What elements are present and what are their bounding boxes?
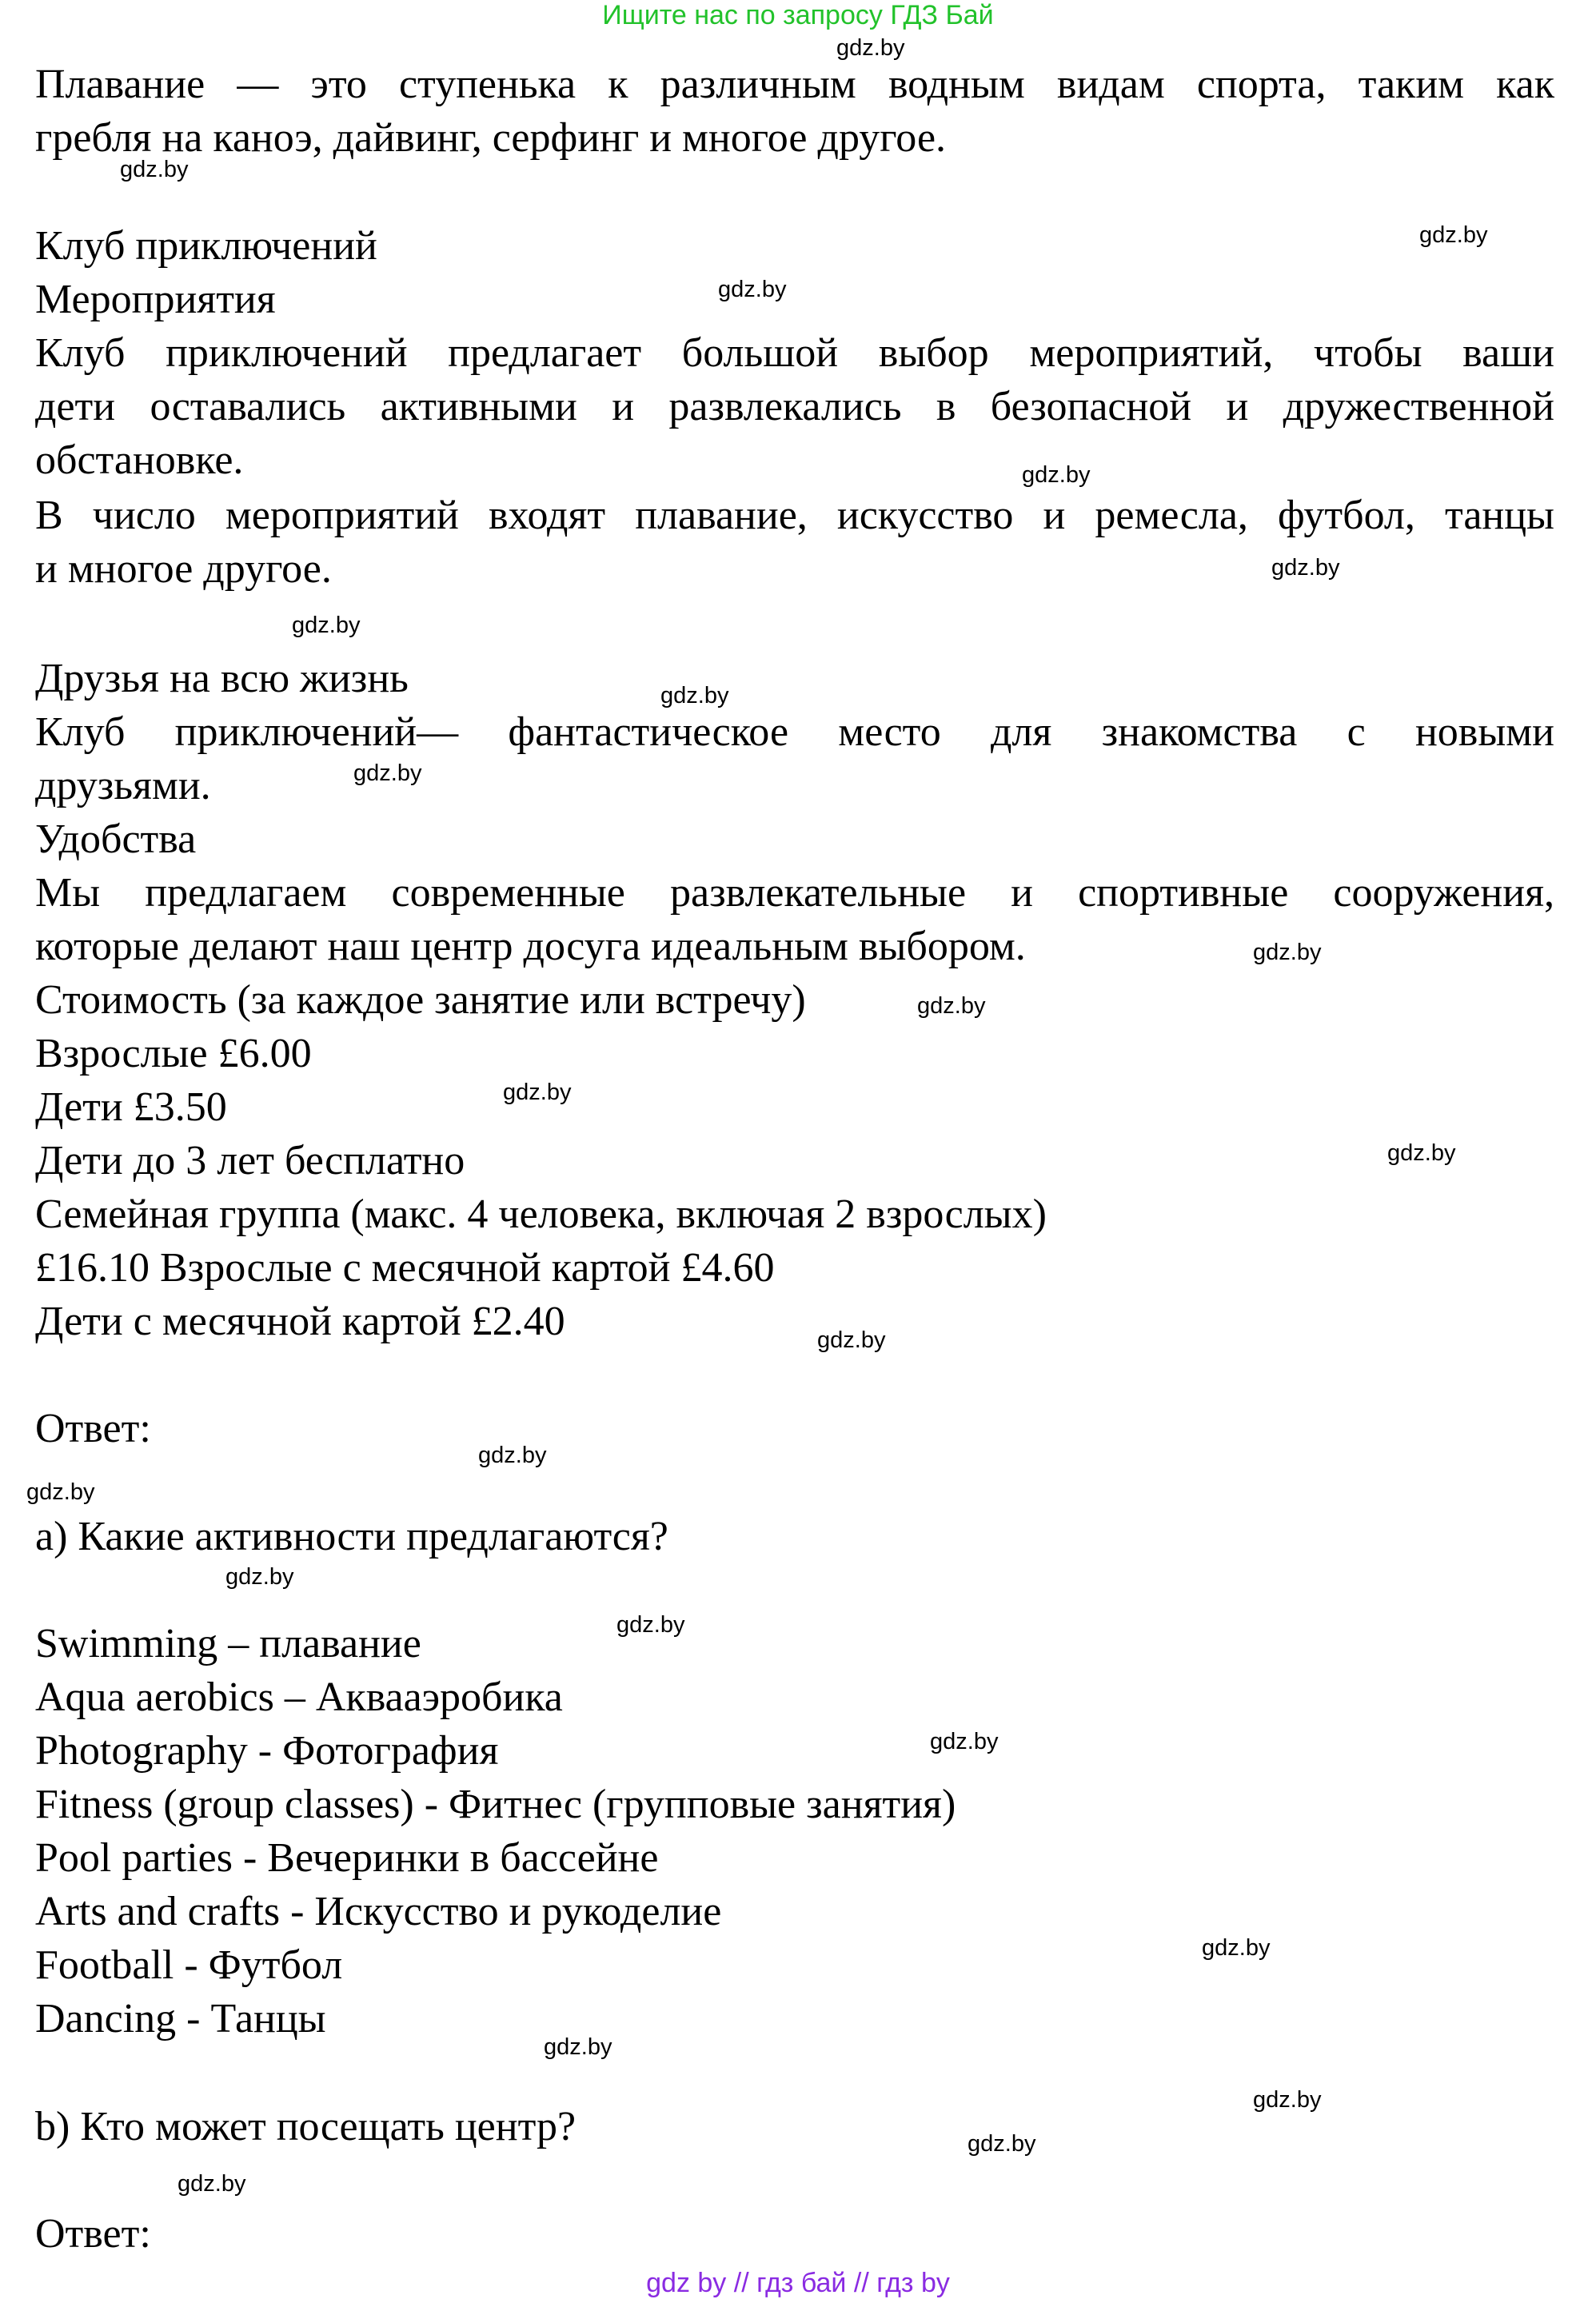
question-b: b) Кто может посещать центр? <box>35 2104 577 2149</box>
question-a: a) Какие активности предлагаются? <box>35 1514 668 1559</box>
watermark: gdz.by <box>1387 1140 1456 1166</box>
watermark: gdz.by <box>26 1479 95 1505</box>
events-line-1: Клуб приключений предлагает большой выбор мероприятий, чтобы ваши <box>35 330 1554 376</box>
price-heading: Стоимость (за каждое занятие или встречу) <box>35 977 806 1023</box>
watermark: gdz.by <box>478 1443 547 1468</box>
watermark: gdz.by <box>1022 462 1091 488</box>
answer-label-2: Ответ: <box>35 2211 151 2257</box>
watermark: gdz.by <box>544 2034 612 2060</box>
activity-item: Football - Футбол <box>35 1942 343 1988</box>
activity-item: Fitness (group classes) - Фитнес (групповые занятия) <box>35 1782 956 1827</box>
activity-item: Arts and crafts - Искусство и рукоделие <box>35 1889 722 1934</box>
activity-item: Photography - Фотография <box>35 1728 499 1774</box>
watermark: gdz.by <box>503 1080 572 1105</box>
watermark: gdz.by <box>817 1327 886 1353</box>
watermark: gdz.by <box>1271 555 1340 581</box>
price-under-3: Дети до 3 лет бесплатно <box>35 1138 465 1183</box>
club-title: Клуб приключений <box>35 223 377 269</box>
events-line-3: обстановке. <box>35 437 244 483</box>
watermark: gdz.by <box>1419 222 1488 248</box>
watermark: gdz.by <box>225 1564 294 1590</box>
watermark: gdz.by <box>836 35 905 61</box>
watermark: gdz.by <box>968 2131 1036 2157</box>
footer-watermark[interactable]: gdz by // гдз бай // гдз by <box>646 2268 950 2298</box>
activity-item: Swimming – плавание <box>35 1621 421 1666</box>
intro-line-1: Плавание — это ступенька к различным водным видам спорта, таким как <box>35 62 1554 107</box>
friends-line-2: друзьями. <box>35 763 211 808</box>
events-line-4: В число мероприятий входят плавание, искусство и ремесла, футбол, танцы <box>35 493 1554 538</box>
activity-item: Aqua aerobics – Аквааэробика <box>35 1674 563 1720</box>
watermark: gdz.by <box>353 760 422 786</box>
watermark: gdz.by <box>120 157 189 182</box>
intro-line-2: гребля на каноэ, дайвинг, серфинг и многое другое. <box>35 115 947 161</box>
activity-item: Dancing - Танцы <box>35 1996 326 2042</box>
activity-item: Pool parties - Вечеринки в бассейне <box>35 1835 659 1881</box>
watermark: gdz.by <box>178 2171 246 2197</box>
price-family: Семейная группа (макс. 4 человека, включая 2 взрослых) <box>35 1191 1047 1237</box>
facilities-line-2: которые делают наш центр досуга идеальным выбором. <box>35 924 1026 969</box>
price-adults: Взрослые £6.00 <box>35 1031 312 1076</box>
facilities-heading: Удобства <box>35 816 197 862</box>
events-heading: Мероприятия <box>35 277 276 322</box>
watermark: gdz.by <box>292 613 361 638</box>
answer-label: Ответ: <box>35 1406 151 1451</box>
watermark: gdz.by <box>1253 2087 1322 2113</box>
price-children-monthly: Дети с месячной картой £2.40 <box>35 1299 565 1344</box>
watermark: gdz.by <box>1202 1935 1271 1961</box>
top-banner[interactable]: Ищите нас по запросу ГДЗ Бай <box>602 0 994 30</box>
watermark: gdz.by <box>660 683 729 708</box>
events-line-5: и многое другое. <box>35 546 332 592</box>
watermark: gdz.by <box>718 277 787 302</box>
price-children: Дети £3.50 <box>35 1084 227 1130</box>
price-adults-monthly: £16.10 Взрослые с месячной картой £4.60 <box>35 1245 775 1291</box>
watermark: gdz.by <box>1253 940 1322 965</box>
friends-line-1: Клуб приключений— фантастическое место для знакомства с новыми <box>35 709 1554 755</box>
watermark: gdz.by <box>616 1612 685 1638</box>
watermark: gdz.by <box>930 1729 999 1754</box>
watermark: gdz.by <box>917 993 986 1019</box>
facilities-line-1: Мы предлагаем современные развлекательные и спортивные сооружения, <box>35 870 1554 916</box>
friends-heading: Друзья на всю жизнь <box>35 656 409 701</box>
events-line-2: дети оставались активными и развлекались в безопасной и дружественной <box>35 384 1554 429</box>
